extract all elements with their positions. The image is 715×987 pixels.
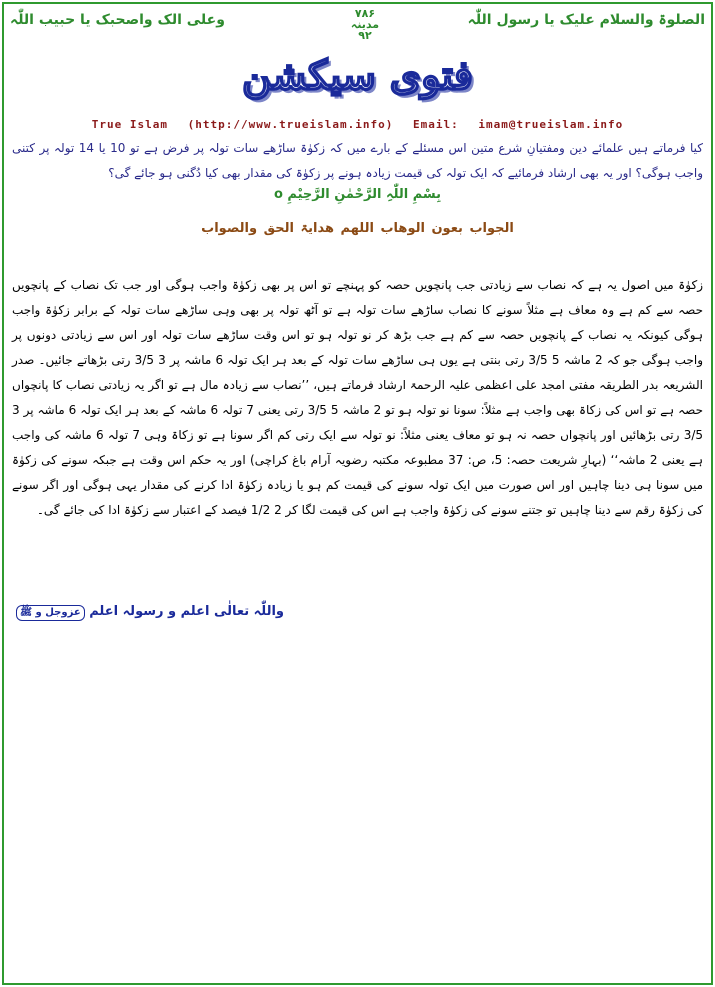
page-frame: [2, 2, 713, 985]
question-text: کیا فرماتے ہیں علمائے دین ومفتیانِ شرع متین اس مسئلے کے بارے میں کہ زکوٰۃ ساڑھے سات تولہ پر فرض ہے تو 10 یا 14 تولہ پر کتنی واجب ہوگی؟ اور یہ بھی ارشاد فرمائیے کہ ایک تولہ کی قیمت زیادہ ہونے پر زکوٰۃ کی مقدار بھی کیا دُگنی ہو جائے گی؟: [12, 141, 704, 180]
answer-heading: الجواب بعون الوھاب اللھم ھدایۃ الحق والصواب: [201, 221, 514, 236]
header: [10, 8, 705, 48]
site-url-link[interactable]: (http://www.trueislam.info): [187, 118, 394, 131]
email-label: Email:: [413, 118, 459, 131]
salutation-right: الصلوۃ والسلام علیک یا رسول اللّٰہ: [467, 12, 705, 28]
site-name: True Islam: [91, 118, 168, 131]
answer-text: زکوٰۃ میں اصول یہ ہے کہ نصاب سے زیادتی جب پانچویں حصہ کو پہنچے تو اس پر بھی زکوٰۃ واجب ہوگی اور جب تک نصاب کے پانچویں حصہ سے کم ہے وہ معاف ہے مثلاً سونے کا نصاب ساڑھے سات تولہ ہے تو آٹھ تولہ پر بھی وہی ساڑھے سات تولہ کے برابر زکوٰۃ واجب ہوگی کیونکہ یہ نصاب کے پانچویں حصہ سے کم ہے جب بڑھ کر نو تولہ ہو تو اس وقت ساڑھے سات تولہ اور اس سے زیادتی دونوں پر واجب ہوگی جو کہ 2 ماشہ 5 3/5 رتی بنتی ہے یوں ہی ساڑھے سات تولہ کے بعد ہر ایک تولہ 6 ماشہ پر 3 3/5 رتی بڑھاتے جائیں۔ صدر الشریعہ بدر الطریقہ مفتی امجد علی اعظمی علیہ الرحمۃ ارشاد فرماتے ہیں، ’’نصاب سے زیادہ مال ہے تو اگر یہ زیادتی نصاب کا پانچواں حصہ ہے تو اس کی زکاۃ بھی واجب ہے مثلاً: سونا نو تولہ ہو تو 2 ماشہ 5 3/5 رتی یعنی 7 تولہ 6 ماشہ کے بعد ہر ایک تولہ 6 ماشہ پر 3 3/5 رتی بڑھائیں اور پانچواں حصہ نہ ہو تو معاف یعنی مثلاً: نو تولہ سے ایک رتی کم اگر سونا ہے تو زکاۃ وہی 7 تولہ 6 ماشہ کی واجب ہے یعنی 2 ماشہ‘‘ (بہارِ شریعت حصہ: 5، ص: 37 مطبوعہ مکتبہ رضویہ آرام باغ کراچی) اور یہ حکم اس وقت ہے جبکہ سونے کی زکوٰۃ میں سونا ہی دینا چاہیں اور اس صورت میں ایک تولہ سونے کی قیمت کم ہو یا زیادہ زکوٰۃ ادا کرنے کی مقدار یہی ہوگی اور اگر سونے کی زکوٰۃ رقم سے دینا چاہیں تو جتنے سونے کی زکوٰۃ واجب ہے اس کی قیمت لگا کر 2 1/2 فیصد کے اعتبار سے زکوٰۃ ادا کی جائے گی۔: [12, 278, 703, 517]
page-title: فتوی سیکشن: [242, 52, 473, 99]
email-link[interactable]: imam@trueislam.info: [478, 118, 624, 131]
closing-text: واللّٰہ تعالٰی اعلم و رسولہ اعلم: [89, 604, 284, 619]
closing-line: [12, 604, 342, 621]
title-banner: [4, 52, 711, 114]
contact-line: [4, 118, 711, 131]
seal-icon: عزوجل و ﷺ: [16, 605, 85, 621]
issue-middle: مدینہ: [350, 18, 380, 31]
bismillah: بِسْمِ اللّٰہِ الرَّحْمٰنِ الرَّحِیْمِ o: [273, 187, 442, 202]
issue-bottom: ۹۲: [358, 29, 372, 42]
issue-top: ۷۸۶: [354, 7, 376, 20]
issue-marker: [330, 8, 400, 41]
salutation-left: وعلی الک واصحبک یا حبیب اللّٰہ: [10, 12, 225, 28]
